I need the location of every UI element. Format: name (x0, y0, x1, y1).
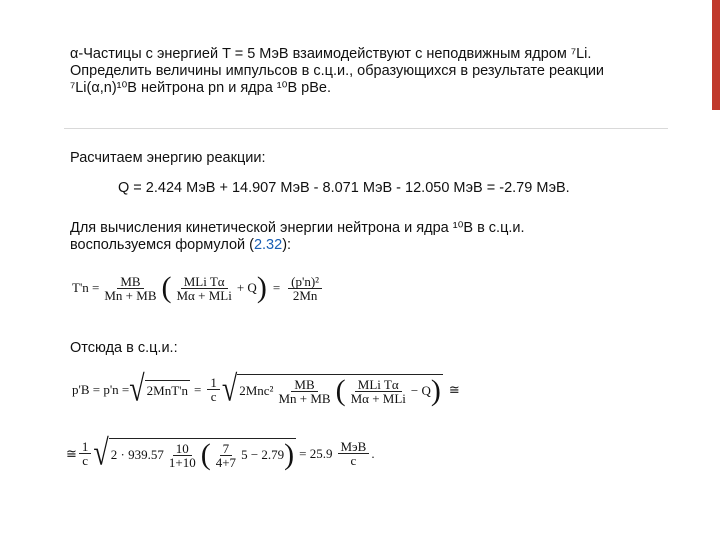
formula2-frac1-den: c (210, 389, 217, 404)
step2-text (70, 220, 670, 254)
formula1-frac1-den: Mn + MB (104, 287, 157, 303)
open-paren: ( (335, 374, 346, 407)
formula2-radicand (237, 374, 443, 405)
close-paren: ) (284, 438, 295, 471)
formula2-frac2 (275, 378, 333, 405)
formula-reference-link[interactable]: 2.32 (253, 237, 283, 253)
formula3-frac2-num: 10 (173, 442, 192, 456)
close-paren: ) (430, 374, 441, 407)
formula3-radicand (109, 438, 296, 469)
formula1-frac2-num: MLi Tα (181, 275, 228, 289)
formula3-approx: ≅ (66, 445, 77, 461)
formula2-frac3-num: MLi Tα (355, 378, 402, 392)
formula1-frac3 (288, 275, 322, 302)
open-paren: ( (161, 271, 172, 304)
formula3-rad-pre: 2 · 939.57 (110, 447, 164, 462)
formula2-sqrt1: 2MnT'n (145, 380, 190, 399)
formula3-frac1-num: 1 (79, 440, 92, 454)
formula3-unit (338, 440, 370, 467)
formula2-frac2-num: MB (291, 378, 317, 392)
problem-line-3: ⁷Li(α,n)¹⁰B нейтрона pn и ядра ¹⁰B pBe. (70, 80, 331, 96)
formula1-frac1-num: MB (117, 275, 143, 289)
formula2-rad-pre: 2Mnc² (239, 383, 274, 398)
reaction-energy-formula: Q = 2.424 МэВ + 14.907 МэВ - 8.071 МэВ - 12.050 МэВ = -2.79 МэВ. (118, 180, 570, 196)
formula1-plus-q: + Q (236, 280, 257, 295)
formula1-frac3-den: 2Mn (292, 287, 318, 303)
step2-text-post: ): (282, 237, 292, 253)
formula2-lhs: p'B = p'n = (72, 381, 130, 397)
formula1-frac1 (101, 275, 159, 302)
radical-icon: √ (221, 368, 238, 409)
step3-text: Отсюда в с.ц.и.: (70, 340, 178, 356)
sqrt-3 (93, 432, 296, 473)
formula3-rest: 5 − 2.79 (241, 447, 285, 462)
formula3-frac1 (79, 440, 92, 467)
formula2-frac1 (207, 376, 220, 403)
formula2-frac1-num: 1 (207, 376, 220, 390)
divider (64, 128, 668, 129)
formula1-frac2-den: Mα + MLi (176, 287, 232, 303)
formula3-frac3 (213, 442, 239, 469)
formula2-eq: = (194, 381, 202, 397)
step2-text-pre: воспользуемся формулой ( (70, 237, 254, 253)
accent-bar (712, 0, 720, 110)
problem-line-2: Определить величины импульсов в с.ц.и., образующихся в результате реакции (70, 63, 605, 79)
formula3-period: . (371, 445, 375, 461)
formula3-frac3-num: 7 (220, 442, 233, 456)
formula3-unit-num: МэВ (338, 440, 370, 454)
kinetic-energy-formula (72, 271, 324, 304)
radical-icon: √ (129, 368, 145, 409)
formula1-lhs: T'n = (72, 280, 100, 295)
open-paren: ( (200, 438, 211, 471)
formula2-minus-q: − Q (410, 383, 431, 398)
formula1-frac2 (174, 275, 235, 302)
formula3-frac1-den: c (82, 453, 89, 468)
step1-text: Расчитаем энергию реакции: (70, 150, 266, 166)
numeric-formula (66, 432, 375, 473)
formula3-frac2 (166, 442, 199, 469)
formula3-frac3-den: 4+7 (215, 454, 237, 470)
formula2-frac3 (348, 378, 409, 405)
step2-line-1: Для вычисления кинетической энергии нейтрона и ядра ¹⁰B в с.ц.и. (70, 220, 525, 236)
formula2-approx: ≅ (448, 381, 460, 397)
problem-line-1: α-Частицы с энергией T = 5 МэВ взаимодействуют с неподвижным ядром ⁷Li. (70, 46, 592, 62)
sqrt-2 (221, 368, 443, 409)
formula3-frac2-den: 1+10 (168, 454, 196, 470)
formula3-result: = 25.9 (299, 445, 333, 461)
sqrt-1 (129, 368, 190, 409)
formula1-frac3-num: (p'n)² (288, 275, 322, 289)
problem-statement (70, 46, 670, 97)
close-paren: ) (256, 271, 267, 304)
radical-icon: √ (93, 432, 109, 473)
step2-line-2 (70, 237, 670, 254)
formula2-frac3-den: Mα + MLi (350, 390, 406, 406)
momentum-formula (72, 368, 460, 409)
formula1-eq: = (272, 280, 281, 295)
formula3-unit-den: c (350, 453, 357, 468)
formula2-frac2-den: Mn + MB (278, 390, 331, 406)
